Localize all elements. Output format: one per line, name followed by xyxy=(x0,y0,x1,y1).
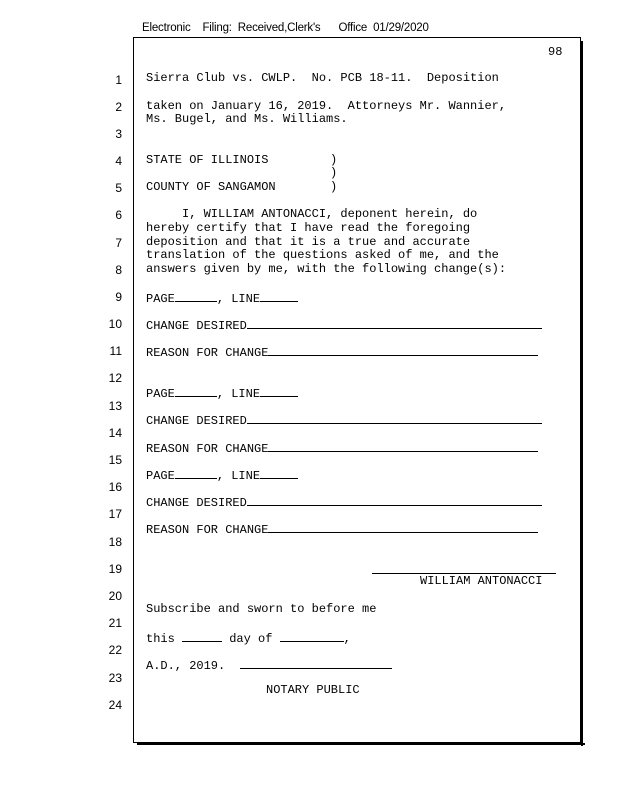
certification-line: answers given by me, with the following change(s): xyxy=(146,262,507,276)
page-blank xyxy=(175,290,217,302)
caption-line: Ms. Bugel, and Ms. Williams. xyxy=(146,112,348,126)
reason-entry xyxy=(146,521,538,538)
certification-line: I, WILLIAM ANTONACCI, deponent herein, do xyxy=(146,207,478,221)
line-number: 18 xyxy=(108,535,122,549)
certification-line: deposition and that it is a true and accurate xyxy=(146,235,471,249)
line-number: 4 xyxy=(115,154,122,168)
line-number: 10 xyxy=(108,317,122,331)
jurat-day-line xyxy=(146,630,351,647)
line-number: 24 xyxy=(108,698,122,712)
day-blank xyxy=(182,630,222,642)
filing-stamp xyxy=(142,22,429,34)
line-number: 2 xyxy=(115,100,122,114)
change-label: CHANGE DESIRED xyxy=(146,496,247,510)
jurat-comma: , xyxy=(343,632,351,646)
venue-paren: ) xyxy=(330,180,338,194)
caption-line: taken on January 16, 2019. Attorneys Mr. Wannier, xyxy=(146,99,507,113)
line-number: 5 xyxy=(115,181,122,195)
venue-county: COUNTY OF SANGAMON xyxy=(146,180,276,194)
reason-blank xyxy=(268,521,538,533)
venue-paren: ) xyxy=(330,153,338,167)
line-number: 9 xyxy=(115,290,122,304)
line-number: 16 xyxy=(108,480,122,494)
page-line-entry xyxy=(146,385,298,402)
line-number: 11 xyxy=(109,344,122,358)
page-line-entry xyxy=(146,290,298,307)
reason-entry xyxy=(146,440,538,457)
line-label: , LINE xyxy=(216,292,261,306)
month-blank xyxy=(280,630,344,642)
reason-blank xyxy=(268,440,538,452)
line-number: 22 xyxy=(108,643,122,657)
notary-public-label: NOTARY PUBLIC xyxy=(266,683,360,697)
jurat-day-of: day of xyxy=(229,632,273,646)
line-number: 12 xyxy=(108,371,122,385)
page-number: 98 xyxy=(548,45,563,59)
stamp-date: 01/29/2020 xyxy=(373,22,429,34)
page-line-entry xyxy=(146,467,298,484)
change-desired-entry xyxy=(146,412,542,429)
line-blank xyxy=(260,290,298,302)
line-number: 15 xyxy=(108,453,122,467)
line-number: 21 xyxy=(108,616,122,630)
line-label: , LINE xyxy=(216,469,261,483)
page-blank xyxy=(175,385,217,397)
change-blank xyxy=(247,317,542,329)
stamp-received: Received,Clerk's xyxy=(237,22,321,34)
certification-line: translation of the questions asked of me, and the xyxy=(146,248,499,262)
jurat-year-line xyxy=(146,657,392,674)
page-blank xyxy=(175,467,217,479)
notary-signature-blank xyxy=(240,657,392,669)
line-number: 7 xyxy=(115,236,122,250)
reason-label: REASON FOR CHANGE xyxy=(146,346,269,360)
jurat-ad-year: A.D., 2019. xyxy=(146,659,226,673)
line-number: 6 xyxy=(115,208,122,222)
change-desired-entry xyxy=(146,317,542,334)
change-label: CHANGE DESIRED xyxy=(146,319,247,333)
change-blank xyxy=(247,412,542,424)
change-label: CHANGE DESIRED xyxy=(146,414,247,428)
jurat-this: this xyxy=(146,632,175,646)
change-desired-entry xyxy=(146,494,542,511)
signer-name: WILLIAM ANTONACCI xyxy=(420,574,543,588)
line-number: 20 xyxy=(108,589,122,603)
line-number: 14 xyxy=(108,426,122,440)
line-number: 8 xyxy=(115,263,122,277)
line-number: 17 xyxy=(108,507,122,521)
line-number: 1 xyxy=(115,73,122,87)
stamp-electronic: Electronic xyxy=(142,22,191,34)
reason-label: REASON FOR CHANGE xyxy=(146,442,269,456)
line-number: 23 xyxy=(108,671,122,685)
certification-line: hereby certify that I have read the foregoing xyxy=(146,221,471,235)
change-blank xyxy=(247,494,542,506)
page-label: PAGE xyxy=(146,292,175,306)
reason-entry xyxy=(146,344,538,361)
page-label: PAGE xyxy=(146,469,175,483)
stamp-office: Office xyxy=(338,22,368,34)
venue-state: STATE OF ILLINOIS xyxy=(146,153,269,167)
stamp-filing: Filing: xyxy=(202,22,232,34)
caption-line: Sierra Club vs. CWLP. No. PCB 18-11. Deposition xyxy=(146,71,499,85)
line-blank xyxy=(260,467,298,479)
line-label: , LINE xyxy=(216,387,261,401)
line-number: 13 xyxy=(108,399,122,413)
venue-paren: ) xyxy=(330,166,338,180)
line-blank xyxy=(260,385,298,397)
reason-blank xyxy=(268,344,538,356)
jurat-sworn: Subscribe and sworn to before me xyxy=(146,602,377,616)
line-number: 19 xyxy=(108,562,122,576)
page-label: PAGE xyxy=(146,387,175,401)
line-number: 3 xyxy=(115,127,122,141)
reason-label: REASON FOR CHANGE xyxy=(146,523,269,537)
